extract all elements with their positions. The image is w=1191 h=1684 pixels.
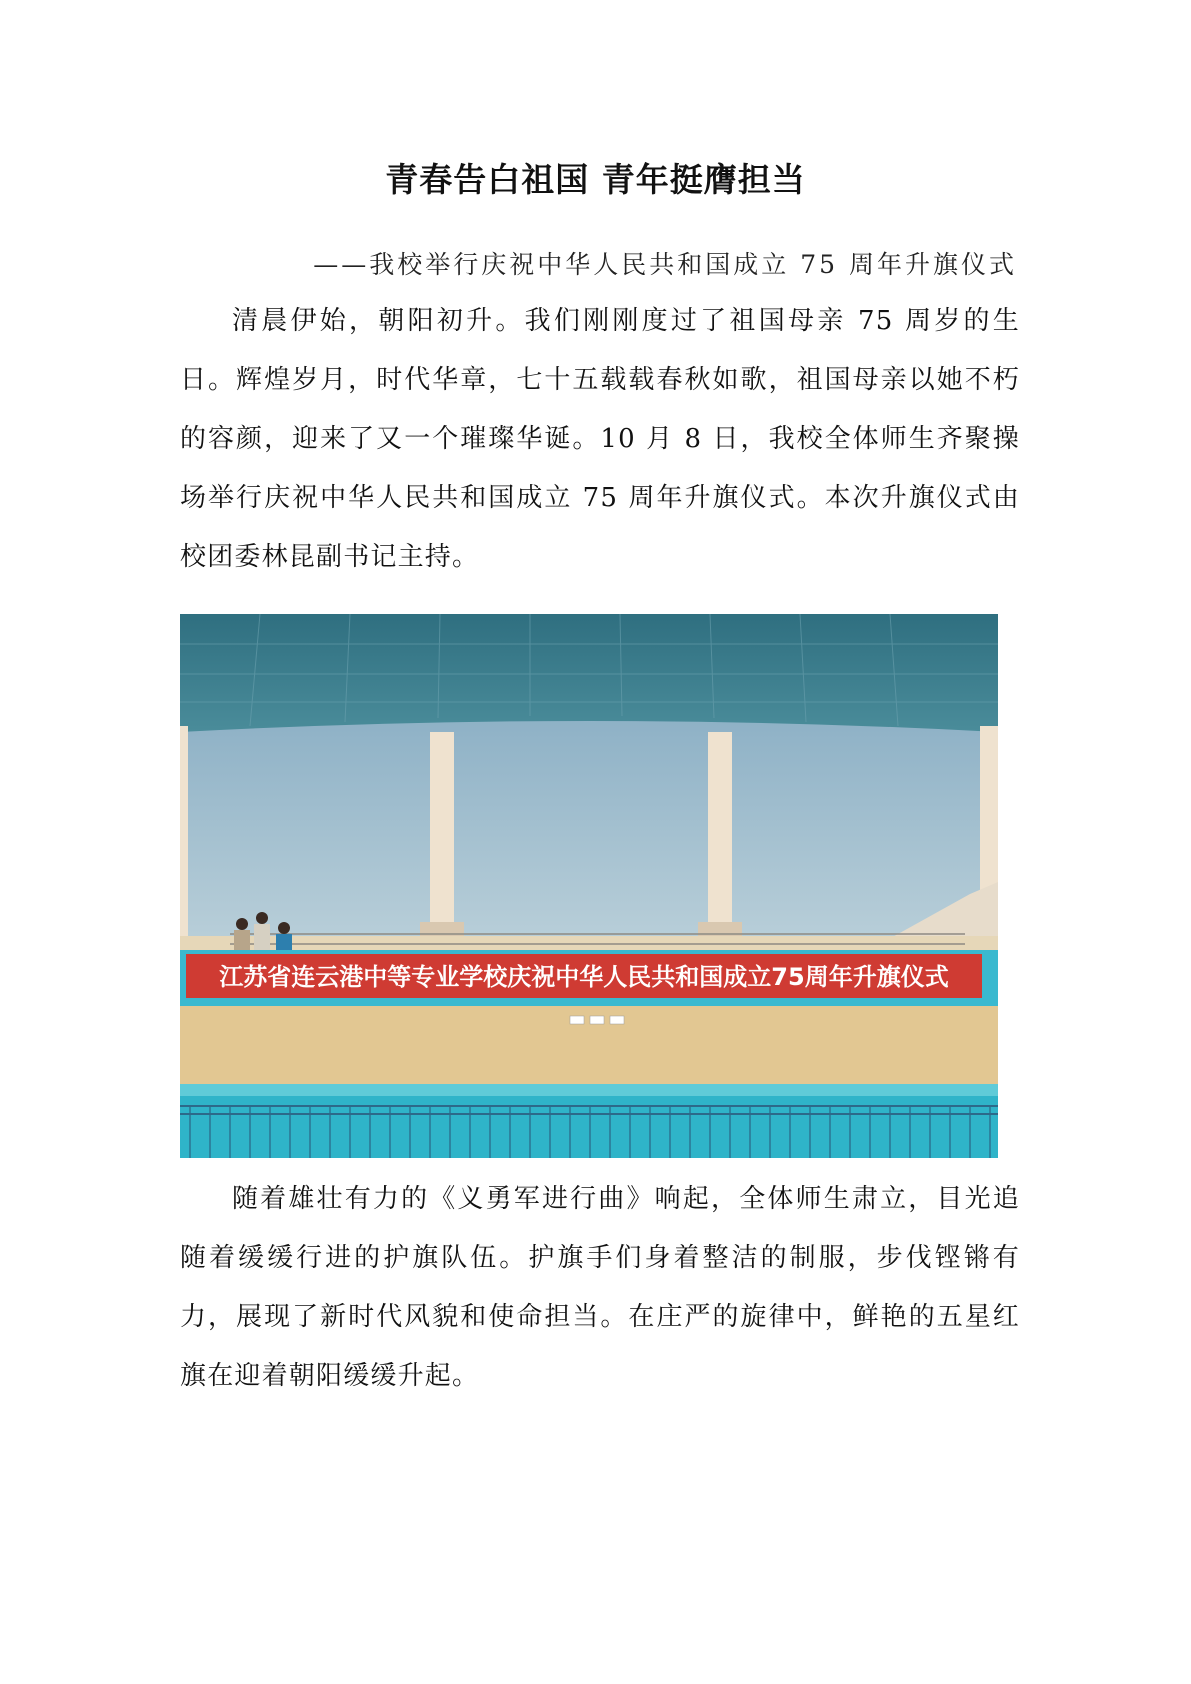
- stand-wall: [180, 1006, 998, 1084]
- article-title: 青春告白祖国 青年挺膺担当: [385, 160, 806, 199]
- article-subtitle: ——我校举行庆祝中华人民共和国成立 75 周年升旗仪式: [313, 250, 1017, 279]
- stadium-photo-illustration: [180, 614, 998, 1158]
- ceremony-photo: [180, 614, 998, 1158]
- paragraph-2: 随着雄壮有力的《义勇军进行曲》响起，全体师生肃立，目光追随着缓缓行进的护旗队伍。护旗手们身着整洁的制服，步伐铿锵有力，展现了新时代风貌和使命担当。在庄严的旋律中，鲜艳的五星红旗在迎着朝阳缓缓升起。: [180, 1184, 1020, 1391]
- stadium-roof: [180, 614, 998, 732]
- paragraph-1: 清晨伊始，朝阳初升。我们刚刚度过了祖国母亲 75 周岁的生日。辉煌岁月，时代华章，七十五载载春秋如歌，祖国母亲以她不朽的容颜，迎来了又一个璀璨华诞。10 月 8 日，我校全体师生齐聚操场举行庆祝中华人民共和国成立 75 周年升旗仪式。本次升旗仪式由校团委林昆副书记主持。: [180, 306, 1020, 572]
- banner-text: 江苏省连云港中等专业学校庆祝中华人民共和国成立75周年升旗仪式: [219, 963, 949, 991]
